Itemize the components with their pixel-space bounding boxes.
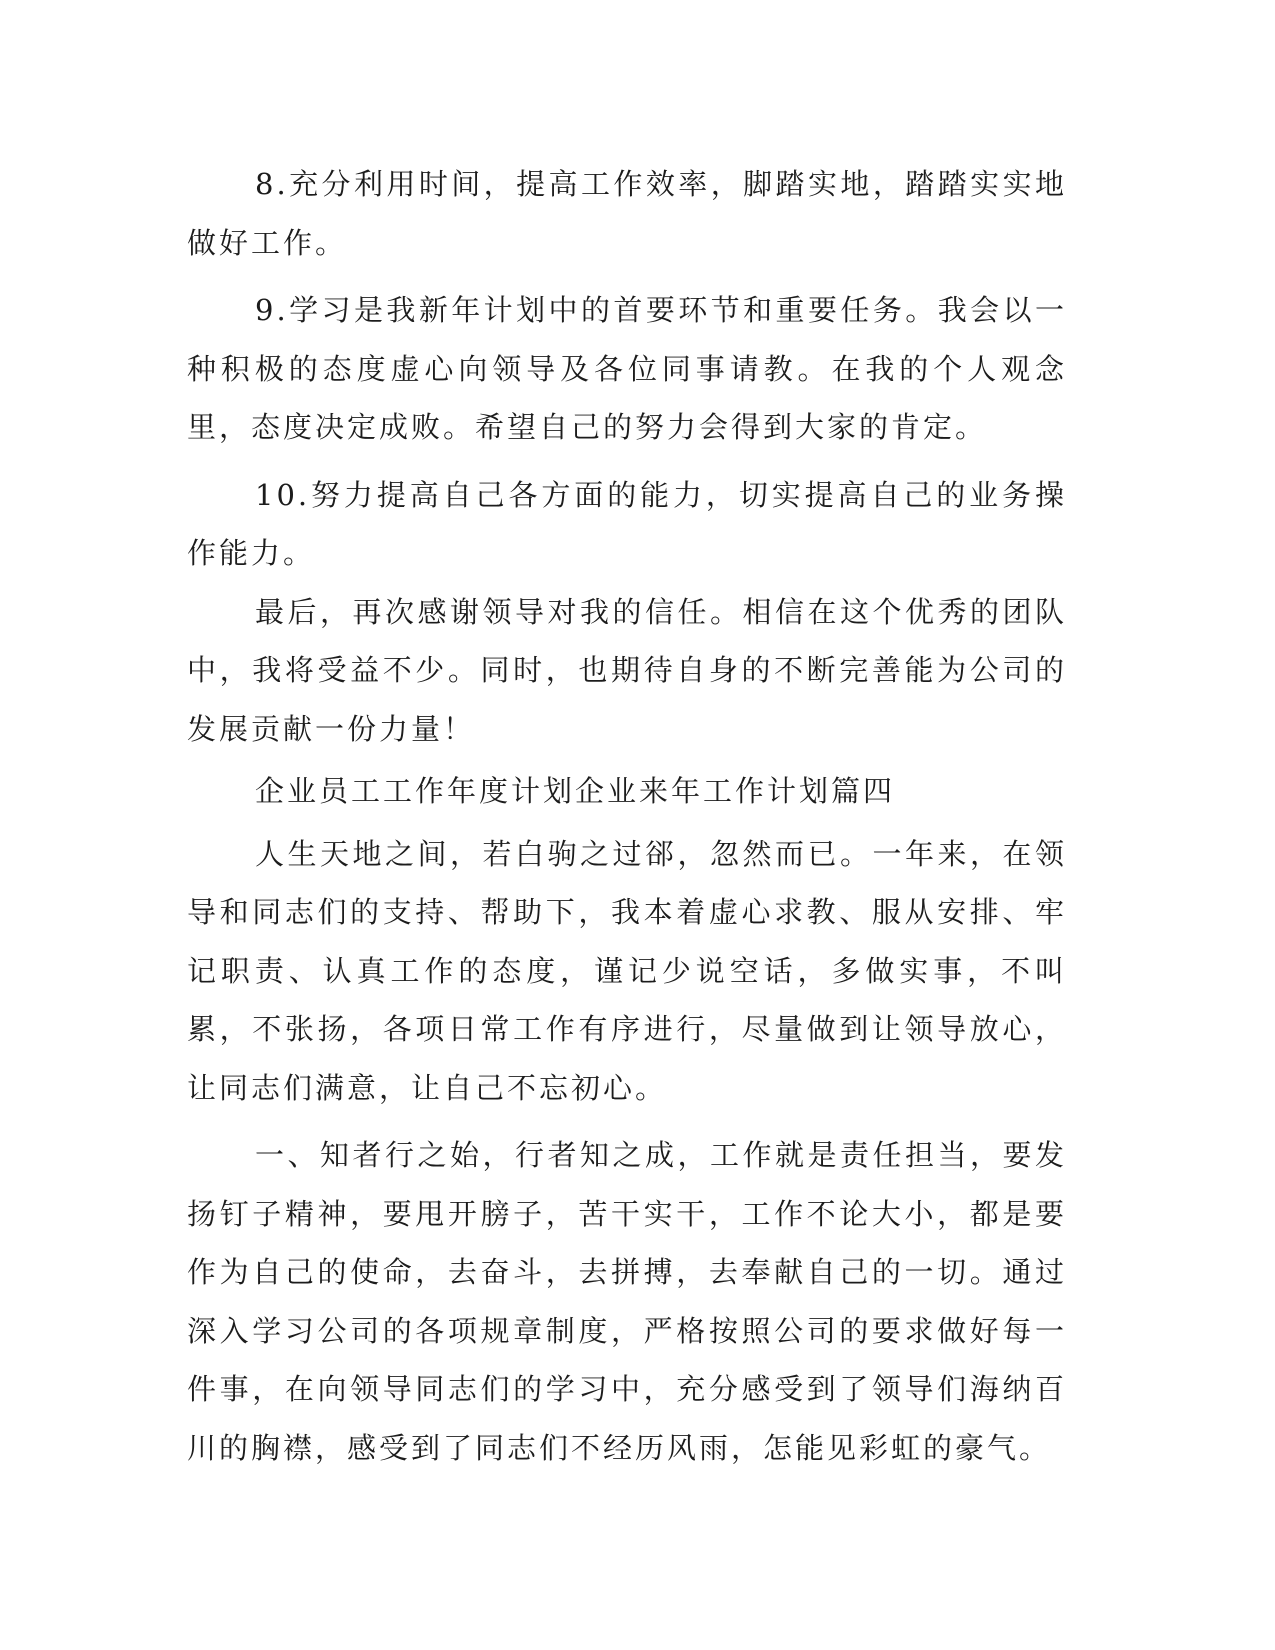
- paragraph-section-one: 一、知者行之始，行者知之成，工作就是责任担当，要发扬钉子精神，要甩开膀子，苦干实干，工作不论大小，都是要作为自己的使命，去奋斗，去拼搏，去奉献自己的一切。通过深入学习公司的各项规章制度，严格按照公司的要求做好每一件事，在向领导同志们的学习中，充分感受到了领导们海纳百川的胸襟，感受到了同志们不经历风雨，怎能见彩虹的豪气。: [187, 1138, 1067, 1465]
- document-body: [187, 155, 1067, 1477]
- paragraph-item-10: 10.努力提高自己各方面的能力，切实提高自己的业务操作能力。: [187, 477, 1067, 570]
- paragraph-item-9: 9.学习是我新年计划中的首要环节和重要任务。我会以一种积极的态度虚心向领导及各位同事请教。在我的个人观念里，态度决定成败。希望自己的努力会得到大家的肯定。: [187, 293, 1067, 444]
- paragraph-closing: 最后，再次感谢领导对我的信任。相信在这个优秀的团队中，我将受益不少。同时，也期待自身的不断完善能为公司的发展贡献一份力量！: [187, 594, 1067, 746]
- paragraph-intro: 人生天地之间，若白驹之过郤，忽然而已。一年来，在领导和同志们的支持、帮助下，我本着虚心求教、服从安排、牢记职责、认真工作的态度，谨记少说空话，多做实事，不叫累，不张扬，各项日常工作有序进行，尽量做到让领导放心，让同志们满意，让自己不忘初心。: [187, 836, 1067, 1105]
- section-heading: 企业员工工作年度计划企业来年工作计划篇四: [255, 774, 896, 808]
- paragraph-item-8: 8.充分利用时间，提高工作效率，脚踏实地，踏踏实实地做好工作。: [187, 167, 1067, 260]
